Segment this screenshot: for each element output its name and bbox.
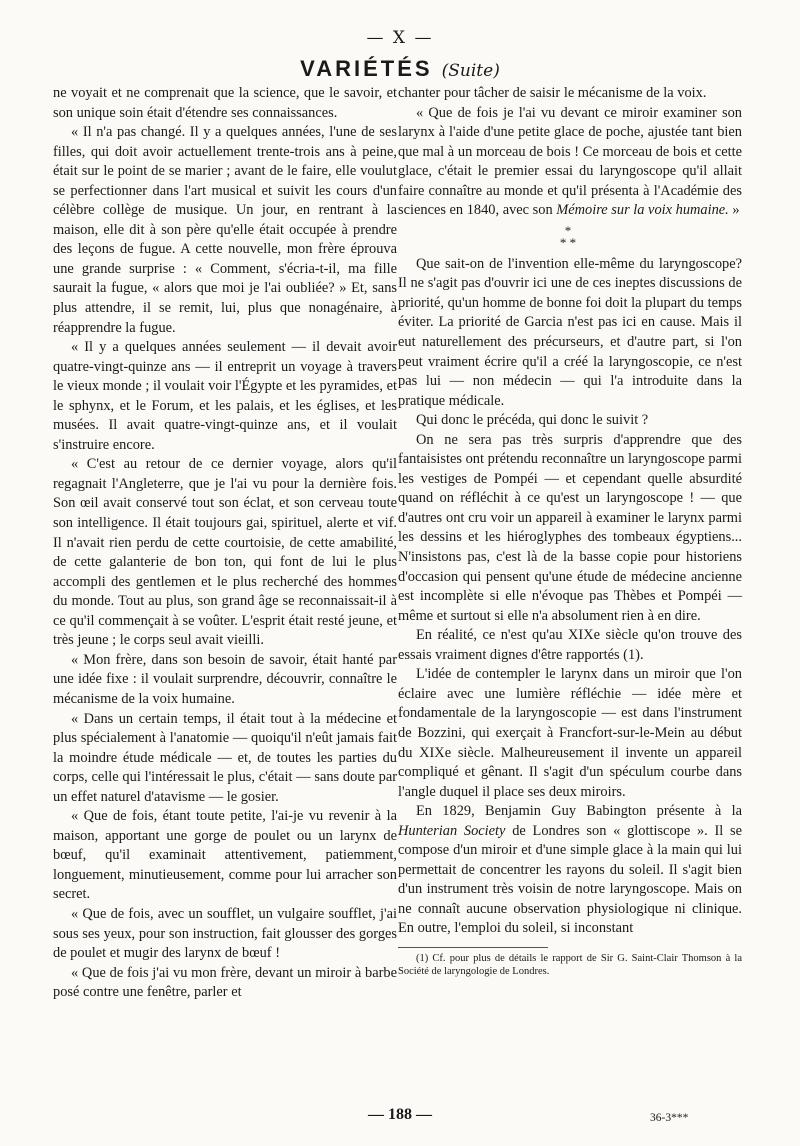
- text-run: de Londres son « glottiscope ». Il se compose d'un miroir et d'une simple glace à la main qui lui permettait de concentrer les rayons du soleil. Il s'agit bien d'un instrument très voisin de notre laryngoscope. Mais on ne connaît aucune observation physiologique ni clinique. En outre, l'emploi du soleil, si inconstant: [398, 822, 743, 937]
- signature-mark: 36-3***: [650, 1112, 689, 1124]
- paragraph: « C'est au retour de ce dernier voyage, alors qu'il regagnait l'Angleterre, que je l'ai vu pour la dernière fois. Son œil avait conservé tout son éclat, et son cerveau toute son intelligence. Il était toujours gai, spirituel, alerte et vif. Il n'avait rien perdu de cette courtoisie, de cette amabilité, de cette galanterie de bon ton, qui font de lui le plus accompli des gentlemen et le plus recherché des hommes du monde. Tout au plus, son grand âge se reconnaissait-il à ce qu'il commençait à se voûter. L'esprit était resté jeune, et très jeune ; le corps seul avait vieilli.: [53, 456, 397, 649]
- footnote: (1) Cf. pour plus de détails le rapport de Sir G. Saint-Clair Thomson à la Société de laryngologie de Londres.: [398, 952, 742, 977]
- paragraph: Que sait-on de l'invention elle-même du laryngoscope? Il ne s'agit pas d'ouvrir ici une de ces ineptes discussions de priorité, qu'un homme de bonne foi doit la plupart du temps éviter. La priorité de Garcia n'est pas ici en cause. Mais il eut naturellement des précurseurs, et d'autre part, si l'on peut vraiment écrire qu'il a créé la laryngoscopie, ce n'est pas lui — non médecin — qui l'a introduite dans la pratique médicale.: [398, 255, 742, 409]
- text-run: « Que de fois je l'ai vu devant ce miroir examiner son larynx à l'aide d'une petite glace de poche, ajustée tant bien que mal à un morceau de bois ! Ce morceau de bois et cette glace, c'était le premier essai du laryngoscope qu'il allait faire connaître au monde et qu'il présenta à l'Académie des sciences en 1840, avec son: [398, 104, 742, 219]
- society-name: Hunterian Society: [398, 822, 506, 839]
- right-column: [398, 84, 742, 978]
- closing-quote: »: [728, 202, 740, 219]
- paragraph: « Que de fois j'ai vu mon frère, devant un miroir à barbe posé contre une fenêtre, parler et: [53, 964, 397, 1001]
- paragraph: [398, 802, 742, 939]
- paragraph: ne voyait et ne comprenait que la science, que le savoir, et son unique soin était d'étendre ses connaissances.: [53, 85, 397, 121]
- paragraph: « Que de fois, étant toute petite, l'ai-je vu revenir à la maison, apportant une gorge de poulet ou un larynx de bœuf, qu'il examinait attentivement, patiemment, longuement, minutieusement, comme pour lui arracher son secret.: [53, 808, 397, 903]
- title-text: VARIÉTÉS: [300, 56, 433, 81]
- page-roman-numeral: — X —: [366, 28, 434, 48]
- section-title: [0, 56, 800, 82]
- memoire-title: Mémoire sur la voix humaine.: [556, 202, 729, 219]
- paragraph: « Mon frère, dans son besoin de savoir, était hanté par une idée fixe : il voulait surprendre, découvrir, connaître le mécanisme de la voix humaine.: [53, 651, 397, 707]
- paragraph: L'idée de contempler le larynx dans un miroir que l'on éclaire avec une lumière réfléchie — idée mère et fondamentale de la laryngoscopie — est dans l'instrument de Bozzini, qui exerçait à Francfort-sur-le-Mein au début du XIXe siècle. Malheureusement il invente un appareil compliqué et gênant. Il s'agit d'un spéculum courbe dans l'angle duquel il place ses deux miroirs.: [398, 666, 742, 800]
- paragraph: « Il y a quelques années seulement — il devait avoir quatre-vingt-quinze ans — il entreprit un voyage à travers le vieux monde ; il voulait voir l'Égypte et les pyramides, et le sphynx, et le Forum, et les palais, et les églises, et les musées. Il avait quatre-vingt-quinze ans, et il voulait s'instruire encore.: [53, 339, 397, 453]
- paragraph: On ne sera pas très surpris d'apprendre que des fantaisistes ont prétendu reconnaître un laryngoscope parmi les vestiges de Pompéi — et cependant quelle absurdité quand on réfléchit à ce qu'est un laryngoscope ! — que d'autres ont cru voir un appareil à examiner le larynx parmi les dessins et les hiéroglyphes des tombeaux égyptiens... N'insistons pas, c'est là de la basse copie pour historiens d'occasion qui pensent qu'une étude de médecine ancienne est incomplète si elle n'évoque pas Thèbes et Pompéi — même et surtout si elle n'a absolument rien à en dire.: [398, 431, 742, 624]
- paragraph: [398, 104, 742, 221]
- page-number: — 188 —: [368, 1106, 432, 1123]
- footnote-rule: [398, 947, 548, 948]
- star-bottom: * *: [559, 234, 577, 250]
- left-column: [53, 84, 397, 1003]
- section-divider-stars: [538, 222, 598, 250]
- title-suite: (Suite): [441, 61, 500, 81]
- star-top: *: [564, 222, 572, 238]
- paragraph: « Dans un certain temps, il était tout à la médecine et plus spécialement à l'anatomie — quoiqu'il n'eût jamais fait la moindre étude médicale — et, de toutes les parties du corps, celle qui l'intéressait le plus, c'était — sans doute par un effet naturel d'atavisme — le gosier.: [53, 710, 397, 805]
- paragraph: « Il n'a pas changé. Il y a quelques années, l'une de ses filles, qui doit avoir actuellement trente-trois ans à peine, était sur le point de se marier ; avant de le faire, elle voulut se perfectionner dans l'art musical et suivit les cours d'un célèbre collège de musique. Un jour, en rentrant à la maison, elle dit à son père qu'elle était occupée à prendre des leçons de fugue. A cette nouvelle, mon frère éprouva une grande surprise : « Comment, s'écria-t-il, ma fille saurait la fugue, « alors que moi je l'ai oubliée? » Et, sans plus attendre, il se remit, lui, plus que nonagénaire, à réapprendre la fugue.: [53, 124, 397, 336]
- paragraph: chanter pour tâcher de saisir le mécanisme de la voix.: [398, 85, 707, 101]
- paragraph: En réalité, ce n'est qu'au XIXe siècle qu'on trouve des essais vraiment dignes d'être rapportés (1).: [398, 627, 742, 663]
- paragraph: Qui donc le précéda, qui donc le suivit ?: [416, 412, 649, 429]
- text-run: En 1829, Benjamin Guy Babington présente à la: [416, 803, 742, 820]
- paragraph: « Que de fois, avec un soufflet, un vulgaire soufflet, j'ai sous ses yeux, pour son instruction, fait glousser des gorges de poulet et mugir des larynx de bœuf !: [53, 905, 397, 962]
